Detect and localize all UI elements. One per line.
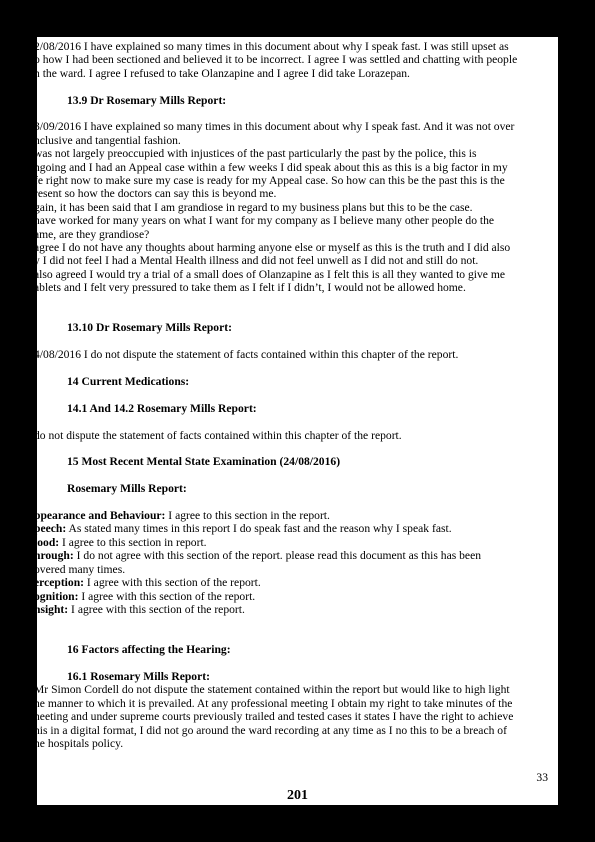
- heading-15-report: Rosemary Mills Report:: [67, 482, 187, 496]
- mse-item: erception: I agree with this section of the report.: [34, 576, 261, 590]
- mse-item: ppearance and Behaviour: I agree to this section in the report.: [34, 509, 330, 523]
- mse-item: overed many times.: [34, 562, 126, 576]
- mse-item: hrough: I do not agree with this section of the report. please read this document as this has been: [34, 549, 482, 563]
- mse-item: peech: As stated many times in this report I do speak fast and the reason why I speak fast.: [34, 522, 452, 536]
- heading-16: 16 Factors affecting the Hearing:: [67, 643, 231, 657]
- heading-14-1: 14.1 And 14.2 Rosemary Mills Report:: [67, 401, 257, 415]
- heading-14: 14 Current Medications:: [67, 375, 190, 389]
- page-number: 33: [536, 771, 548, 784]
- heading-13-9: 13.9 Dr Rosemary Mills Report:: [67, 93, 227, 107]
- mse-item: lood: I agree to this section in report.: [34, 535, 207, 549]
- heading-16-1: 16.1 Rosemary Mills Report:: [67, 669, 210, 683]
- paragraph-2: 3/09/2016 I have explained so many times in this document about why I speak fast. And it was not over nclusive and tangential fashion. was not largely preoccupied with injustices of the past particularly the past by the police, this is ngoing and I had an Appeal case within a few weeks I did speak about this as this is a big factor in my fe right now to make sure my case is ready for my Appeal case. So how can this be the past this is the resent so how the doctors can say this is beyond me. gain, it has been said that I am grandiose in regard to my business plans but this to be the case. have worked for many years on what I want for my company as I believe many other people do the ame, are they grandiose? agree I do not have any thoughts about harming anyone else or myself as this is the truth and I did also y I did not feel I had a Mental Health illness and did not feel unwell as I did not and still do not. also agreed I would try a trial of a small does of Olanzapine as I felt this is all they wanted to give me ablets and I felt very pressured to take them as I felt if I didn’t, I would not be allowed home.: [34, 120, 515, 295]
- mse-item: ognition: I agree with this section of the report.: [34, 589, 256, 603]
- heading-15: 15 Most Recent Mental State Examination (24/08/2016): [67, 455, 341, 469]
- paragraph-1: 2/08/2016 I have explained so many times in this document about why I speak fast. I was still upset as o how I had been sectioned and believed it to be incorrect. I agree I was settled and chatting with people n the ward. I agree I refused to take Olanzapine and I agree I did take Lorazepan.: [34, 40, 518, 80]
- document-page: [34, 37, 558, 805]
- paragraph-4: do not dispute the statement of facts contained within this chapter of the report.: [34, 428, 402, 442]
- paragraph-5: Mr Simon Cordell do not dispute the statement contained within the report but would like to high light he manner to which it is prevailed. At any professional meeting I obtain my right to take minutes of the neeting and under supreme courts previously trailed and tested cases it states I have the right to achieve his in a digital format, I did not go around the ward recording at any time as I no this to be a breach of he hospitals policy.: [34, 683, 514, 750]
- mse-item: nsight: I agree with this section of the report.: [34, 602, 245, 616]
- heading-13-10: 13.10 Dr Rosemary Mills Report:: [67, 321, 232, 335]
- mental-state-list: [34, 509, 552, 616]
- footer-page-number: 201: [287, 788, 308, 803]
- document-content: [34, 40, 552, 750]
- paragraph-3: 4/08/2016 I do not dispute the statement of facts contained within this chapter of the report.: [34, 348, 459, 362]
